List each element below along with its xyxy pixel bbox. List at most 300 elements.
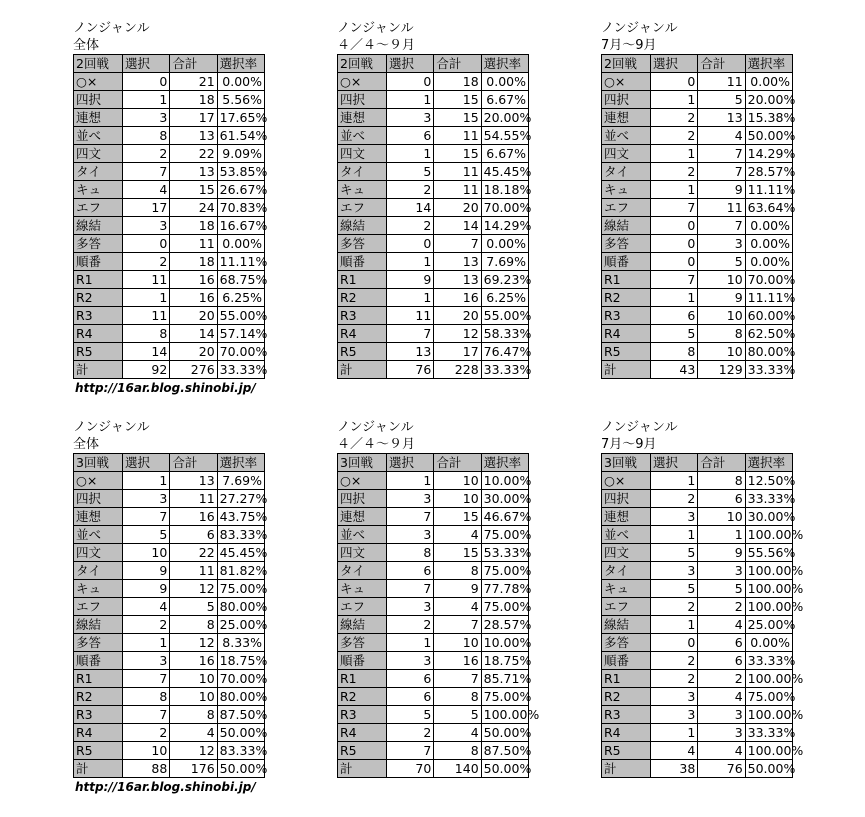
row-category: R2 [74,688,123,706]
row-category: 計 [74,361,123,379]
row-category: 線結 [74,217,123,235]
table-cell: 16.67% [217,217,264,235]
table-cell: 4 [123,181,170,199]
row-category: 多答 [602,634,651,652]
table-row [338,472,529,490]
table-row [338,760,529,778]
table-cell: 76 [387,361,434,379]
table-cell: 60.00% [745,307,792,325]
table-cell: 6 [387,670,434,688]
table-cell: 75.00% [217,580,264,598]
table-cell: 0.00% [745,217,792,235]
table-cell: 2 [387,217,434,235]
table-cell: 50.00% [745,760,792,778]
table-cell: 5 [434,706,481,724]
row-category: 四文 [338,544,387,562]
table-row [338,145,529,163]
table-row [338,73,529,91]
table-cell: 3 [387,526,434,544]
table-cell: 5 [123,526,170,544]
table-cell: 7 [698,163,745,181]
table-cell: 7 [123,508,170,526]
row-category: エフ [338,199,387,217]
table-cell: 12 [170,580,217,598]
table-cell: 38 [651,760,698,778]
table-cell: 18 [434,73,481,91]
table-cell: 7 [434,670,481,688]
table-row [338,652,529,670]
table-cell: 5 [651,580,698,598]
row-category: 計 [338,760,387,778]
table-row [74,343,265,361]
table-cell: 43.75% [217,508,264,526]
table-cell: 2 [651,127,698,145]
table-cell: 70.83% [217,199,264,217]
table-row [602,109,793,127]
table-cell: 14 [170,325,217,343]
table-cell: 92 [123,361,170,379]
table-row [74,526,265,544]
table-cell: 7 [434,616,481,634]
table-row [602,688,793,706]
table-cell: 13 [434,271,481,289]
row-category: 多答 [74,235,123,253]
table-cell: 3 [123,217,170,235]
table-cell: 9 [698,544,745,562]
table-row [74,289,265,307]
table-row [74,73,265,91]
table-row [338,361,529,379]
row-category: ○× [602,73,651,91]
table-cell: 0 [387,235,434,253]
table-cell: 11 [698,73,745,91]
table-cell: 8 [170,706,217,724]
table-cell: 3 [698,235,745,253]
table-cell: 6 [698,634,745,652]
table-cell: 3 [123,490,170,508]
table-cell: 0 [651,73,698,91]
table-cell: 20 [170,307,217,325]
table-row [74,580,265,598]
row-category: R5 [74,742,123,760]
table-cell: 7 [387,742,434,760]
table-cell: 9 [698,289,745,307]
table-cell: 10 [698,343,745,361]
table-cell: 100.00% [745,526,792,544]
table-cell: 58.33% [481,325,528,343]
table-cell: 75.00% [481,526,528,544]
table-cell: 75.00% [481,562,528,580]
row-category: R1 [74,271,123,289]
row-category: 連想 [74,508,123,526]
table-cell: 1 [651,91,698,109]
table-cell: 81.82% [217,562,264,580]
table-cell: 63.64% [745,199,792,217]
table-cell: 8 [170,616,217,634]
table-row [602,670,793,688]
table-cell: 10 [434,472,481,490]
table-cell: 18 [170,91,217,109]
table-cell: 70.00% [481,199,528,217]
table-cell: 4 [434,724,481,742]
row-category: タイ [338,163,387,181]
table-cell: 53.33% [481,544,528,562]
column-header: 選択率 [745,454,792,472]
row-category: R5 [338,343,387,361]
table-cell: 5 [698,91,745,109]
table-cell: 33.33% [217,361,264,379]
table-row [74,472,265,490]
table-row [338,289,529,307]
table-cell: 5 [170,598,217,616]
table-cell: 30.00% [481,490,528,508]
row-category: R3 [74,706,123,724]
row-category: 並べ [338,526,387,544]
table-cell: 4 [434,526,481,544]
column-header: 選択率 [745,55,792,73]
table-cell: 18 [170,217,217,235]
table-row [602,652,793,670]
table-cell: 70 [387,760,434,778]
table-cell: 15 [434,91,481,109]
table-row [74,562,265,580]
stats-block-round2-apr-sep [337,20,532,379]
table-cell: 100.00% [745,670,792,688]
row-category: 四文 [338,145,387,163]
blog-url: http://16ar.blog.shinobi.jp/ [75,780,256,794]
table-cell: 7 [651,199,698,217]
table-cell: 69.23% [481,271,528,289]
table-cell: 8 [123,127,170,145]
table-row [602,742,793,760]
table-row [602,490,793,508]
table-row [338,109,529,127]
table-cell: 7 [651,271,698,289]
table-cell: 53.85% [217,163,264,181]
table-cell: 2 [698,670,745,688]
column-header: 3回戦 [338,454,387,472]
block-title: ノンジャンル [337,21,414,36]
table-cell: 50.00% [217,724,264,742]
table-cell: 75.00% [481,598,528,616]
table-row [338,706,529,724]
table-cell: 45.45% [481,163,528,181]
column-header: 合計 [434,454,481,472]
table-cell: 76.47% [481,343,528,361]
row-category: R4 [338,724,387,742]
table-row [74,634,265,652]
table-cell: 10 [170,670,217,688]
table-cell: 13 [170,163,217,181]
column-header: 選択 [651,55,698,73]
table-row [74,760,265,778]
table-cell: 100.00% [481,706,528,724]
row-category: 四択 [74,91,123,109]
row-category: 線結 [602,217,651,235]
table-row [74,145,265,163]
row-category: 四択 [74,490,123,508]
table-cell: 2 [651,163,698,181]
table-row [338,580,529,598]
table-cell: 9 [698,181,745,199]
table-cell: 17 [434,343,481,361]
table-cell: 6.25% [481,289,528,307]
table-cell: 2 [123,724,170,742]
row-category: 順番 [602,253,651,271]
table-cell: 75.00% [745,688,792,706]
row-category: 計 [602,361,651,379]
row-category: エフ [74,199,123,217]
table-cell: 18.75% [481,652,528,670]
block-title: ノンジャンル [337,420,414,435]
table-cell: 3 [651,508,698,526]
column-header: 2回戦 [338,55,387,73]
table-cell: 1 [651,616,698,634]
table-cell: 55.56% [745,544,792,562]
table-row [602,361,793,379]
column-header: 2回戦 [74,55,123,73]
table-cell: 1 [123,289,170,307]
row-category: 並べ [74,526,123,544]
table-cell: 26.67% [217,181,264,199]
table-cell: 12 [170,742,217,760]
table-cell: 1 [387,253,434,271]
table-cell: 9 [434,580,481,598]
table-cell: 1 [387,472,434,490]
table-cell: 50.00% [745,127,792,145]
table-cell: 70.00% [745,271,792,289]
table-cell: 4 [698,127,745,145]
table-cell: 7 [123,706,170,724]
stats-block-round3-apr-sep [337,419,540,778]
row-category: R1 [338,670,387,688]
table-cell: 3 [651,688,698,706]
stats-table [337,453,540,778]
table-cell: 12 [434,325,481,343]
table-cell: 20 [434,307,481,325]
row-category: 並べ [602,526,651,544]
table-row [74,688,265,706]
table-cell: 50.00% [217,760,264,778]
table-row [602,307,793,325]
table-row [74,598,265,616]
table-cell: 1 [123,472,170,490]
table-cell: 1 [123,634,170,652]
table-cell: 7 [387,580,434,598]
table-row [338,526,529,544]
stats-table [601,54,796,379]
table-row [602,634,793,652]
table-cell: 1 [651,472,698,490]
table-cell: 4 [434,598,481,616]
table-cell: 10 [698,307,745,325]
column-header: 選択率 [217,55,264,73]
table-row [74,652,265,670]
row-category: 連想 [602,109,651,127]
table-cell: 15.38% [745,109,792,127]
table-cell: 57.14% [217,325,264,343]
table-row [338,163,529,181]
table-header-row [74,55,265,73]
table-row [338,181,529,199]
table-cell: 8 [698,325,745,343]
table-row [338,271,529,289]
table-cell: 55.00% [217,307,264,325]
block-subtitle: 全体 [73,437,100,452]
table-cell: 4 [698,616,745,634]
table-cell: 8.33% [217,634,264,652]
table-cell: 5 [387,163,434,181]
column-header: 選択 [123,454,170,472]
table-row [74,235,265,253]
row-category: 連想 [338,508,387,526]
row-category: 線結 [74,616,123,634]
table-cell: 10 [123,544,170,562]
table-cell: 25.00% [217,616,264,634]
table-row [338,307,529,325]
row-category: 計 [338,361,387,379]
table-cell: 6.67% [481,91,528,109]
block-title: ノンジャンル [73,420,150,435]
block-subtitle: ４／４～９月 [337,437,416,452]
table-row [74,91,265,109]
table-cell: 33.33% [745,490,792,508]
table-row [338,343,529,361]
table-cell: 3 [387,652,434,670]
table-cell: 15 [434,145,481,163]
table-row [74,544,265,562]
table-row [338,91,529,109]
table-cell: 11 [170,490,217,508]
table-cell: 8 [434,742,481,760]
column-header: 選択率 [481,55,528,73]
table-row [602,253,793,271]
row-category: 連想 [338,109,387,127]
row-category: 四択 [602,91,651,109]
table-cell: 25.00% [745,616,792,634]
table-cell: 0.00% [745,253,792,271]
table-cell: 2 [123,145,170,163]
table-row [602,91,793,109]
table-row [74,127,265,145]
table-cell: 6.67% [481,145,528,163]
table-row [74,325,265,343]
row-category: ○× [338,472,387,490]
row-category: R2 [74,289,123,307]
table-cell: 11 [170,235,217,253]
row-category: タイ [74,163,123,181]
table-cell: 2 [651,670,698,688]
row-category: 多答 [74,634,123,652]
table-row [602,181,793,199]
row-category: ○× [338,73,387,91]
table-row [338,127,529,145]
row-category: R2 [338,688,387,706]
block-subtitle: 7月～9月 [601,437,657,452]
table-row [602,706,793,724]
table-cell: 20.00% [745,91,792,109]
row-category: キュ [74,580,123,598]
table-cell: 20 [170,343,217,361]
table-cell: 100.00% [745,706,792,724]
table-row [74,508,265,526]
table-row [74,490,265,508]
table-header-row [602,454,793,472]
column-header: 合計 [170,55,217,73]
table-row [602,199,793,217]
stats-table [601,453,804,778]
block-subtitle: ４／４～９月 [337,38,416,53]
table-cell: 6 [698,490,745,508]
table-cell: 76 [698,760,745,778]
table-cell: 4 [698,688,745,706]
row-category: R2 [338,289,387,307]
table-cell: 100.00% [745,580,792,598]
table-cell: 2 [651,109,698,127]
table-row [338,634,529,652]
table-cell: 7 [387,508,434,526]
table-cell: 30.00% [745,508,792,526]
block-title: ノンジャンル [601,420,678,435]
table-cell: 3 [387,109,434,127]
table-cell: 28.57% [481,616,528,634]
stats-block-round3-all [73,419,268,778]
row-category: 多答 [602,235,651,253]
table-cell: 10.00% [481,634,528,652]
column-header: 合計 [434,55,481,73]
table-row [338,253,529,271]
table-cell: 7.69% [217,472,264,490]
row-category: 順番 [74,652,123,670]
table-cell: 70.00% [217,343,264,361]
table-cell: 16 [170,508,217,526]
row-category: 順番 [338,652,387,670]
table-row [74,706,265,724]
row-category: 四文 [74,544,123,562]
table-cell: 16 [170,289,217,307]
table-cell: 1 [651,526,698,544]
table-cell: 0 [651,253,698,271]
table-row [338,688,529,706]
table-cell: 4 [698,742,745,760]
table-row [602,544,793,562]
row-category: R1 [74,670,123,688]
table-cell: 6 [698,652,745,670]
row-category: 連想 [74,109,123,127]
table-row [74,742,265,760]
table-cell: 2 [698,598,745,616]
column-header: 合計 [170,454,217,472]
row-category: ○× [74,472,123,490]
table-cell: 17.65% [217,109,264,127]
table-cell: 3 [698,706,745,724]
row-category: タイ [602,562,651,580]
table-cell: 100.00% [745,598,792,616]
row-category: R2 [602,688,651,706]
table-cell: 1 [387,145,434,163]
column-header: 選択 [387,55,434,73]
table-cell: 16 [434,289,481,307]
table-cell: 10.00% [481,472,528,490]
table-cell: 22 [170,145,217,163]
table-cell: 16 [170,652,217,670]
table-row [338,490,529,508]
table-cell: 13 [434,253,481,271]
table-cell: 0 [651,235,698,253]
table-cell: 3 [387,490,434,508]
table-cell: 83.33% [217,526,264,544]
table-cell: 8 [123,688,170,706]
